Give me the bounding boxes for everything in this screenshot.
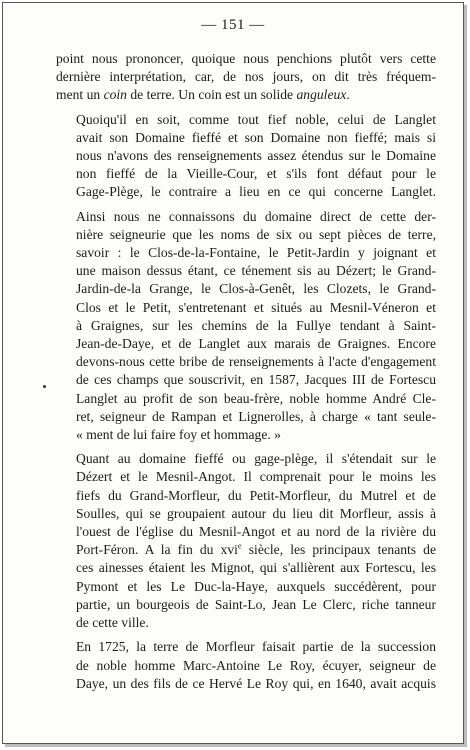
superscript-e: e [237, 540, 242, 551]
text-line: Gage-Plège, le contraire a lieu en ce qui concerne Langlet. [76, 184, 436, 200]
document-page [2, 2, 464, 744]
text-line: Clos et le Petit, s'entretenant et situés au Mesnil-Véneron et [76, 299, 436, 315]
text-line-with-superscript [56, 541, 436, 559]
text-line: une maison dessus étant, ce ténement sis au Dézert; le Grand- [76, 263, 436, 279]
text-line: Soulles, qui se groupaient autour du lieu dit Morfleur, assis à [76, 505, 436, 521]
text-line: avait son Domaine fieffé et son Domaine non fieffé; mais si [76, 129, 436, 145]
text-line: « ment de lui faire foy et hommage. » [76, 427, 281, 443]
text-line: devons-nous cette bribe de renseignements à l'acte d'engagement [76, 354, 436, 370]
text-line: Jean-de-Daye, et de Langlet aux marais de Graignes. Encore [76, 336, 436, 352]
text-line: Dézert et le Mesnil-Angot. Il comprenait pour le moins les [76, 469, 436, 485]
text-line: Pymont et les Le Duc-la-Haye, auxquels succédèrent, pour [76, 578, 436, 594]
paragraph-1 [56, 50, 436, 105]
text-line: Ainsi nous ne connaissons du domaine direct de cette der- [76, 208, 436, 224]
text-line: Jardin-de-la Grange, le Clos-à-Genêt, les Clozets, le Grand- [76, 281, 436, 297]
page-number: — 151 — [201, 17, 265, 33]
text-line: Langlet au profit de son beau-frère, noble homme André Cle- [76, 390, 436, 406]
body-text [56, 50, 436, 699]
text-line: de ces champs que souscrivit, en 1587, Jacques III de Fortescu [76, 372, 436, 388]
text-line: ret, seigneur de Rampan et Lignerolles, à charge « tant seule- [76, 408, 436, 424]
text-line: dernière interprétation, car, de nos jours, on dit très fréquem- [56, 69, 436, 85]
text-line: partie, un bourgeois de Saint-Lo, Jean Le Clerc, riche tanneur [76, 596, 436, 612]
text-run: . [346, 87, 350, 103]
text-run: de terre. Un coin est un solide [126, 87, 297, 103]
paragraph-5 [56, 638, 436, 693]
text-line: Quoiqu'il en soit, comme tout fief noble, celui de Langlet [76, 111, 436, 127]
text-line: nous n'avons des renseignements assez étendus sur le Domaine [76, 148, 436, 164]
text-line: Quant au domaine fieffé ou gage-plège, il s'étendait sur le [76, 451, 436, 467]
text-line: de cette ville. [76, 615, 149, 631]
text-line: non fieffé de la Vieille-Cour, et s'ils font défaut pour le [76, 166, 436, 182]
text-line: En 1725, la terre de Morfleur faisait partie de la succession [76, 639, 436, 655]
text-line: l'ouest de l'église du Mesnil-Angot et au nord de la rivière du [76, 524, 436, 540]
text-line: à Graignes, sur les chemins de la Fullye tendant à Saint- [76, 317, 436, 333]
text-line: nière seigneurie que les noms de six ou sept pièces de terre, [76, 226, 436, 242]
italic-word: coin [103, 87, 127, 103]
text-run: ment un [56, 87, 104, 103]
text-run: siècle, les principaux tenants de [241, 542, 437, 558]
ink-speck [43, 385, 46, 388]
paragraph-3 [56, 208, 436, 445]
text-line-with-italics [56, 86, 436, 104]
paragraph-2 [56, 111, 436, 202]
text-line: ces ainesses étaient les Mignot, qui s'allièrent aux Fortescu, les [76, 560, 436, 576]
text-line: de noble homme Marc-Antoine Le Roy, écuyer, seigneur de [76, 657, 436, 673]
text-line: fiefs du Grand-Morfleur, du Petit-Morfleur, du Mutrel et de [76, 487, 436, 503]
text-line: Daye, un des fils de ce Hervé Le Roy qui, en 1640, avait acquis [76, 675, 436, 691]
text-line: point nous prononcer, quoique nous penchions plutôt vers cette [56, 51, 436, 66]
italic-word: anguleux [296, 87, 347, 103]
text-line: savoir : le Clos-de-la-Fontaine, le Petit-Jardin y joignant et [76, 245, 436, 261]
text-run: Port-Féron. A la fin du xvi [76, 542, 238, 558]
paragraph-4 [56, 450, 436, 632]
